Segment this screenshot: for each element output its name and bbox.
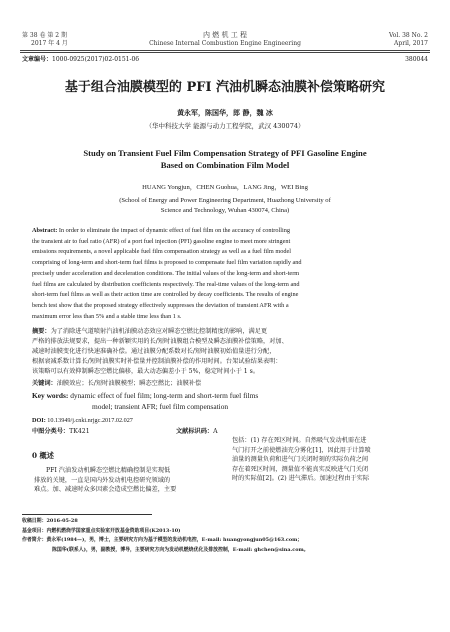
doc-code-label: 文献标识码： bbox=[176, 428, 214, 435]
abstract-en-line bbox=[32, 290, 422, 301]
abstract-cn bbox=[32, 327, 422, 377]
abstract-en-text: short-term fuel films as well as their action time are controlled by decay coefficients. The results of engine bbox=[32, 291, 299, 299]
footnotes bbox=[22, 517, 432, 555]
authors-en: HUANG Yongjun，CHEN Guohua，LANG Jing，WEI Bing bbox=[142, 184, 308, 191]
class-label: 中图分类号： bbox=[32, 428, 70, 435]
abstract-en-text: In order to eliminate the impact of dynamic effect of fuel film on the accuracy of controlling bbox=[58, 227, 290, 234]
affiliation-en bbox=[20, 196, 430, 216]
abstract-en-line bbox=[32, 226, 422, 237]
footnote-line: 作者简介：黄永军(1984—)，男，博士，主要研究方向为基于模型的发动机电控，E-mail: huangyongjun05@163.com； bbox=[22, 537, 303, 543]
body-line: 油量的测量负荷和进气门关闭时刻的实际负荷之间 bbox=[232, 456, 369, 464]
journal-name-cn: 内 燃 机 工 程 bbox=[203, 31, 247, 39]
abstract-cn-text: 为了消除进气道喷射汽油机油膜动态效应对瞬态空燃比控制精度的影响，满足更 bbox=[50, 328, 268, 335]
abstract-en-text: precisely under acceleration and deceleration conditions. The initial values of the long-term and short-term bbox=[32, 269, 300, 277]
journal-date: 2017 年 4 月 bbox=[31, 40, 68, 47]
abstract-en-line bbox=[32, 237, 422, 248]
body-line: 包括：(1) 存在死区时间。自然吸气发动机需在进 bbox=[232, 437, 367, 444]
section-heading: 0 概述 bbox=[32, 451, 54, 460]
keywords-en bbox=[32, 391, 258, 402]
doi bbox=[32, 416, 133, 425]
keywords-en-label: Key words: bbox=[32, 391, 69, 400]
abstract-en-text: comprising of long-term and short-term fuel films is proposed to compensate fuel film variation rapidly and bbox=[32, 259, 302, 267]
volume-issue: 第 38 卷 第 2 期 bbox=[22, 32, 67, 39]
affiliation-cn: （华中科技大学 能源与动力工程学院，武汉 430074） bbox=[145, 122, 305, 130]
authors-cn: 黄永军，陈国华，郎 静，魏 冰 bbox=[177, 108, 273, 117]
abstract-en-label: Abstract: bbox=[32, 227, 58, 234]
abstract-en-line bbox=[32, 258, 422, 269]
keywords-cn-text: 油膜效应；长/短时油膜模型；瞬态空燃比；油膜补偿 bbox=[56, 380, 202, 387]
abstract-cn-text: 减速时油膜变化进行快速准确补偿。通过油膜分配系数对长/短时油膜初始值量进行分配， bbox=[32, 348, 276, 355]
article-number bbox=[22, 56, 139, 64]
body-line: PFI 汽油发动机瞬态空燃比精确控制是实现低 bbox=[46, 467, 171, 474]
abstract-en-line bbox=[32, 312, 422, 323]
title-en-line1: Study on Transient Fuel Film Compensation Strategy of PFI Gasoline Engine bbox=[83, 148, 367, 158]
abstract-en-line bbox=[32, 280, 422, 291]
volume-issue-en: Vol. 38 No. 2 bbox=[388, 32, 428, 39]
abstract-cn-line bbox=[32, 327, 422, 337]
document-code bbox=[176, 427, 218, 436]
footnote-line: 陈国华(联系人)，男，副教授，博导，主要研究方向为发动机燃烧优化及排放控制，E-mail: ghchen@sina.com。 bbox=[52, 546, 309, 553]
abstract-en-text: fuel films are calculated by distribution coefficients respectively. The real-time values of the long-term and bbox=[32, 280, 300, 288]
body-right-column bbox=[232, 436, 428, 484]
abstract-en-text: the transient air to fuel ratio (AFR) of a port fuel injection (PFI) gasoline engine to meet more stringent bbox=[32, 237, 291, 245]
footnote-line: 收稿日期：2016-05-28 bbox=[22, 518, 78, 524]
article-number-label: 文章编号： bbox=[22, 56, 53, 63]
abstract-en-line bbox=[32, 301, 422, 312]
abstract-en bbox=[32, 226, 422, 322]
classification bbox=[32, 427, 90, 436]
abstract-cn-label: 摘要： bbox=[32, 328, 51, 335]
doi-value: 10.13949/j.cnki.nrjgc.2017.02.027 bbox=[47, 417, 133, 424]
body-line: 难点。加、减速时众多因素会造成空燃比偏差，主要 bbox=[34, 486, 177, 494]
keywords-cn-label: 关键词： bbox=[32, 380, 57, 387]
doc-code-value: A bbox=[213, 428, 218, 435]
article-code: 380044 bbox=[405, 56, 428, 63]
header-rule-thin bbox=[20, 52, 430, 53]
keywords-en-line2: model; transient AFR; fuel film compensation bbox=[92, 402, 229, 411]
body-line: 时的实际值[2]。(2) 进气滞后。加速过程由于实际 bbox=[232, 475, 370, 483]
doi-label: DOI: bbox=[32, 417, 46, 424]
body-line: 气门打开之前使燃油充分雾化[1]，因此用于计算喷 bbox=[232, 446, 371, 454]
abstract-cn-line bbox=[32, 367, 422, 377]
body-line: 存在着死区时间，测量值不能真实反映进气门关闭 bbox=[232, 465, 369, 473]
body-line: 排放的关键，一直是国内外发动机电控研究领域的 bbox=[34, 476, 171, 484]
footnote-rule bbox=[22, 514, 152, 515]
body-left-column bbox=[34, 466, 220, 495]
abstract-cn-line bbox=[32, 337, 422, 347]
abstract-cn-text: 根据衰减系数计算长/短时油膜实时补偿量并控制油膜补偿的作用时间。台架试验结果表明： bbox=[32, 358, 282, 365]
journal-date-en: April, 2017 bbox=[394, 40, 428, 47]
article-number-value: 1000-0925(2017)02-0151-06 bbox=[52, 56, 140, 63]
abstract-cn-line bbox=[32, 347, 422, 357]
abstract-en-text: maximum error less than 5% and a stable time less than 1 s. bbox=[32, 312, 182, 320]
affiliation-en-line1: (School of Energy and Power Engineering Department, Huazhong University of bbox=[119, 197, 331, 204]
abstract-cn-line bbox=[32, 357, 422, 367]
footnote-line: 基金项目：内燃机燃烧学国家重点实验室开放基金资助项目(K2013-10) bbox=[22, 527, 181, 534]
abstract-en-line bbox=[32, 269, 422, 280]
page-title: 基于组合油膜模型的 PFI 汽油机瞬态油膜补偿策略研究 bbox=[64, 80, 386, 95]
abstract-en-text: emissions requirements, a novel applicable fuel film compensation strategy as well as a fuel film model bbox=[32, 248, 291, 256]
abstract-cn-text: 严格的排放法规要求，提出一种新颖实用的长/短时油膜组合模型及瞬态油膜补偿策略，对加、 bbox=[32, 338, 288, 345]
class-value: TK421 bbox=[69, 428, 90, 435]
title-en-line2: Based on Combination Film Model bbox=[160, 160, 290, 170]
abstract-en-line bbox=[32, 247, 422, 258]
journal-name-en: Chinese Internal Combustion Engine Engineering bbox=[149, 40, 301, 47]
abstract-cn-text: 该策略可以有效抑制瞬态空燃比偏移，最大动态偏差小于 5%，稳定时间小于 1 s。 bbox=[32, 368, 260, 375]
keywords-cn bbox=[32, 379, 201, 388]
affiliation-en-line2: Science and Technology, Wuhan 430074, China) bbox=[160, 207, 290, 214]
title-en bbox=[20, 147, 430, 171]
header-rule bbox=[20, 50, 430, 51]
abstract-en-text: bench test show that the proposed strategy effectively suppresses the deviation of transient AFR with a bbox=[32, 301, 289, 309]
keywords-en-line1: dynamic effect of fuel film; long-term and short-term fuel films bbox=[70, 391, 259, 400]
